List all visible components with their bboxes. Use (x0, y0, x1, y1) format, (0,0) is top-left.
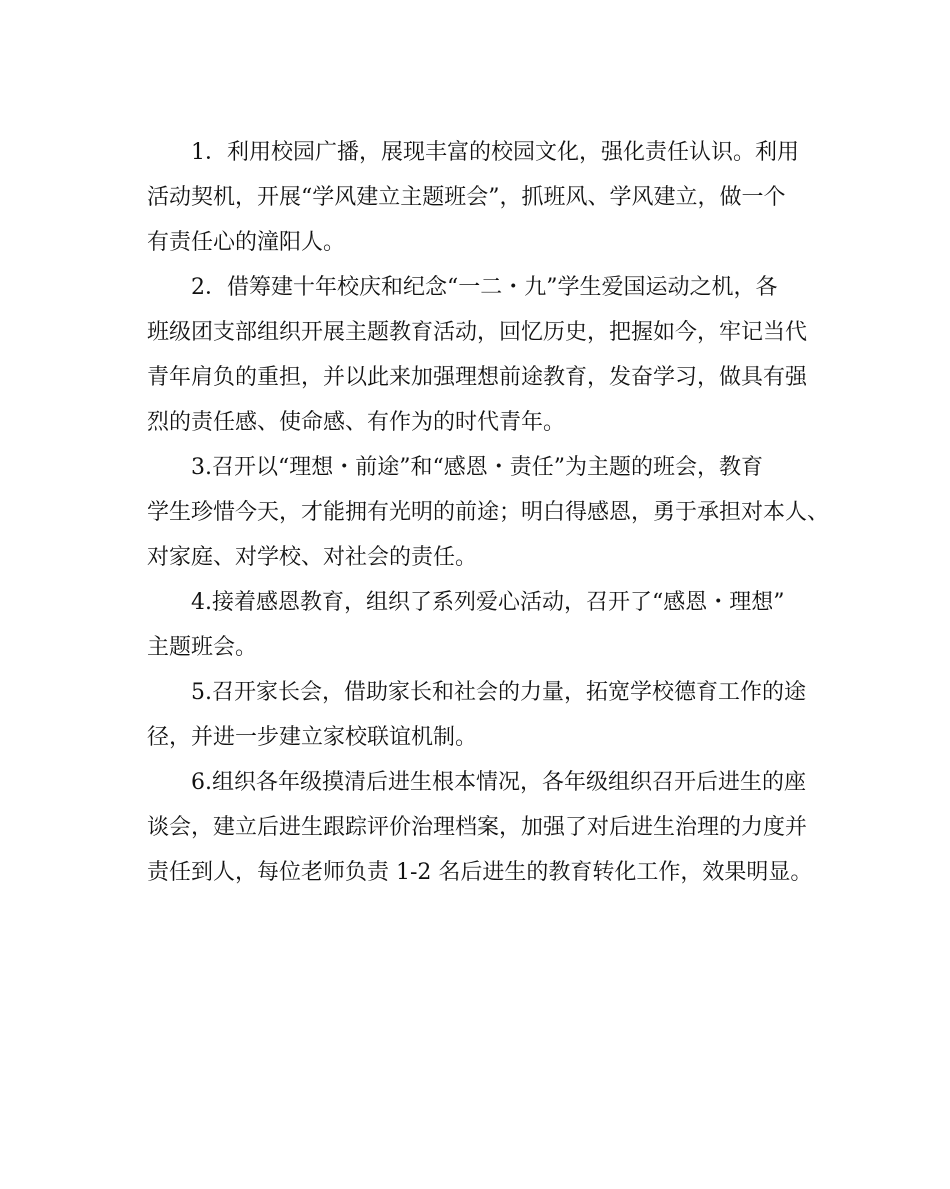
paragraph-line: 青年肩负的重担，并以此来加强理想前途教育，发奋学习，做具有强 (147, 365, 808, 390)
paragraph-line: 谈会，建立后进生跟踪评价治理档案，加强了对后进生治理的力度并 (147, 815, 808, 840)
paragraph-line: 有责任心的潼阳人。 (147, 230, 346, 255)
paragraph-line: 径，并进一步建立家校联谊机制。 (147, 725, 478, 750)
paragraph-line: 6.组织各年级摸清后进生根本情况，各年级组织召开后进生的座 (191, 770, 806, 795)
paragraph-line: 3.召开以“理想・前途”和“感恩・责任”为主题的班会，教育 (191, 455, 763, 480)
paragraph-line: 4.接着感恩教育，组织了系列爱心活动，召开了“感恩・理想” (191, 590, 785, 615)
paragraph-4 (147, 580, 815, 670)
paragraph-2 (147, 265, 815, 445)
paragraph-5 (147, 670, 815, 760)
paragraph-line: 班级团支部组织开展主题教育活动，回忆历史，把握如今，牢记当代 (147, 320, 808, 345)
paragraph-6 (147, 760, 815, 895)
paragraph-line: 主题班会。 (147, 635, 258, 660)
paragraph-line: 活动契机，开展“学风建立主题班会”，抓班风、学风建立，做一个 (147, 185, 786, 210)
document-body (147, 130, 830, 895)
paragraph-line: 2．借筹建十年校庆和纪念“一二・九”学生爱国运动之机，各 (191, 275, 778, 300)
paragraph-line: 责任到人，每位老师负责 1-2 名后进生的教育转化工作，效果明显。 (147, 860, 813, 885)
paragraph-line: 1．利用校园广播，展现丰富的校园文化，强化责任认识。利用 (191, 140, 799, 165)
paragraph-1 (147, 130, 815, 265)
paragraph-line: 学生珍惜今天，才能拥有光明的前途；明白得感恩，勇于承担对本人、 (147, 500, 830, 525)
paragraph-line: 5.召开家长会，借助家长和社会的力量，拓宽学校德育工作的途 (191, 680, 806, 705)
paragraph-line: 烈的责任感、使命感、有作为的时代青年。 (147, 410, 566, 435)
paragraph-3 (147, 445, 830, 580)
paragraph-line: 对家庭、对学校、对社会的责任。 (147, 545, 478, 570)
